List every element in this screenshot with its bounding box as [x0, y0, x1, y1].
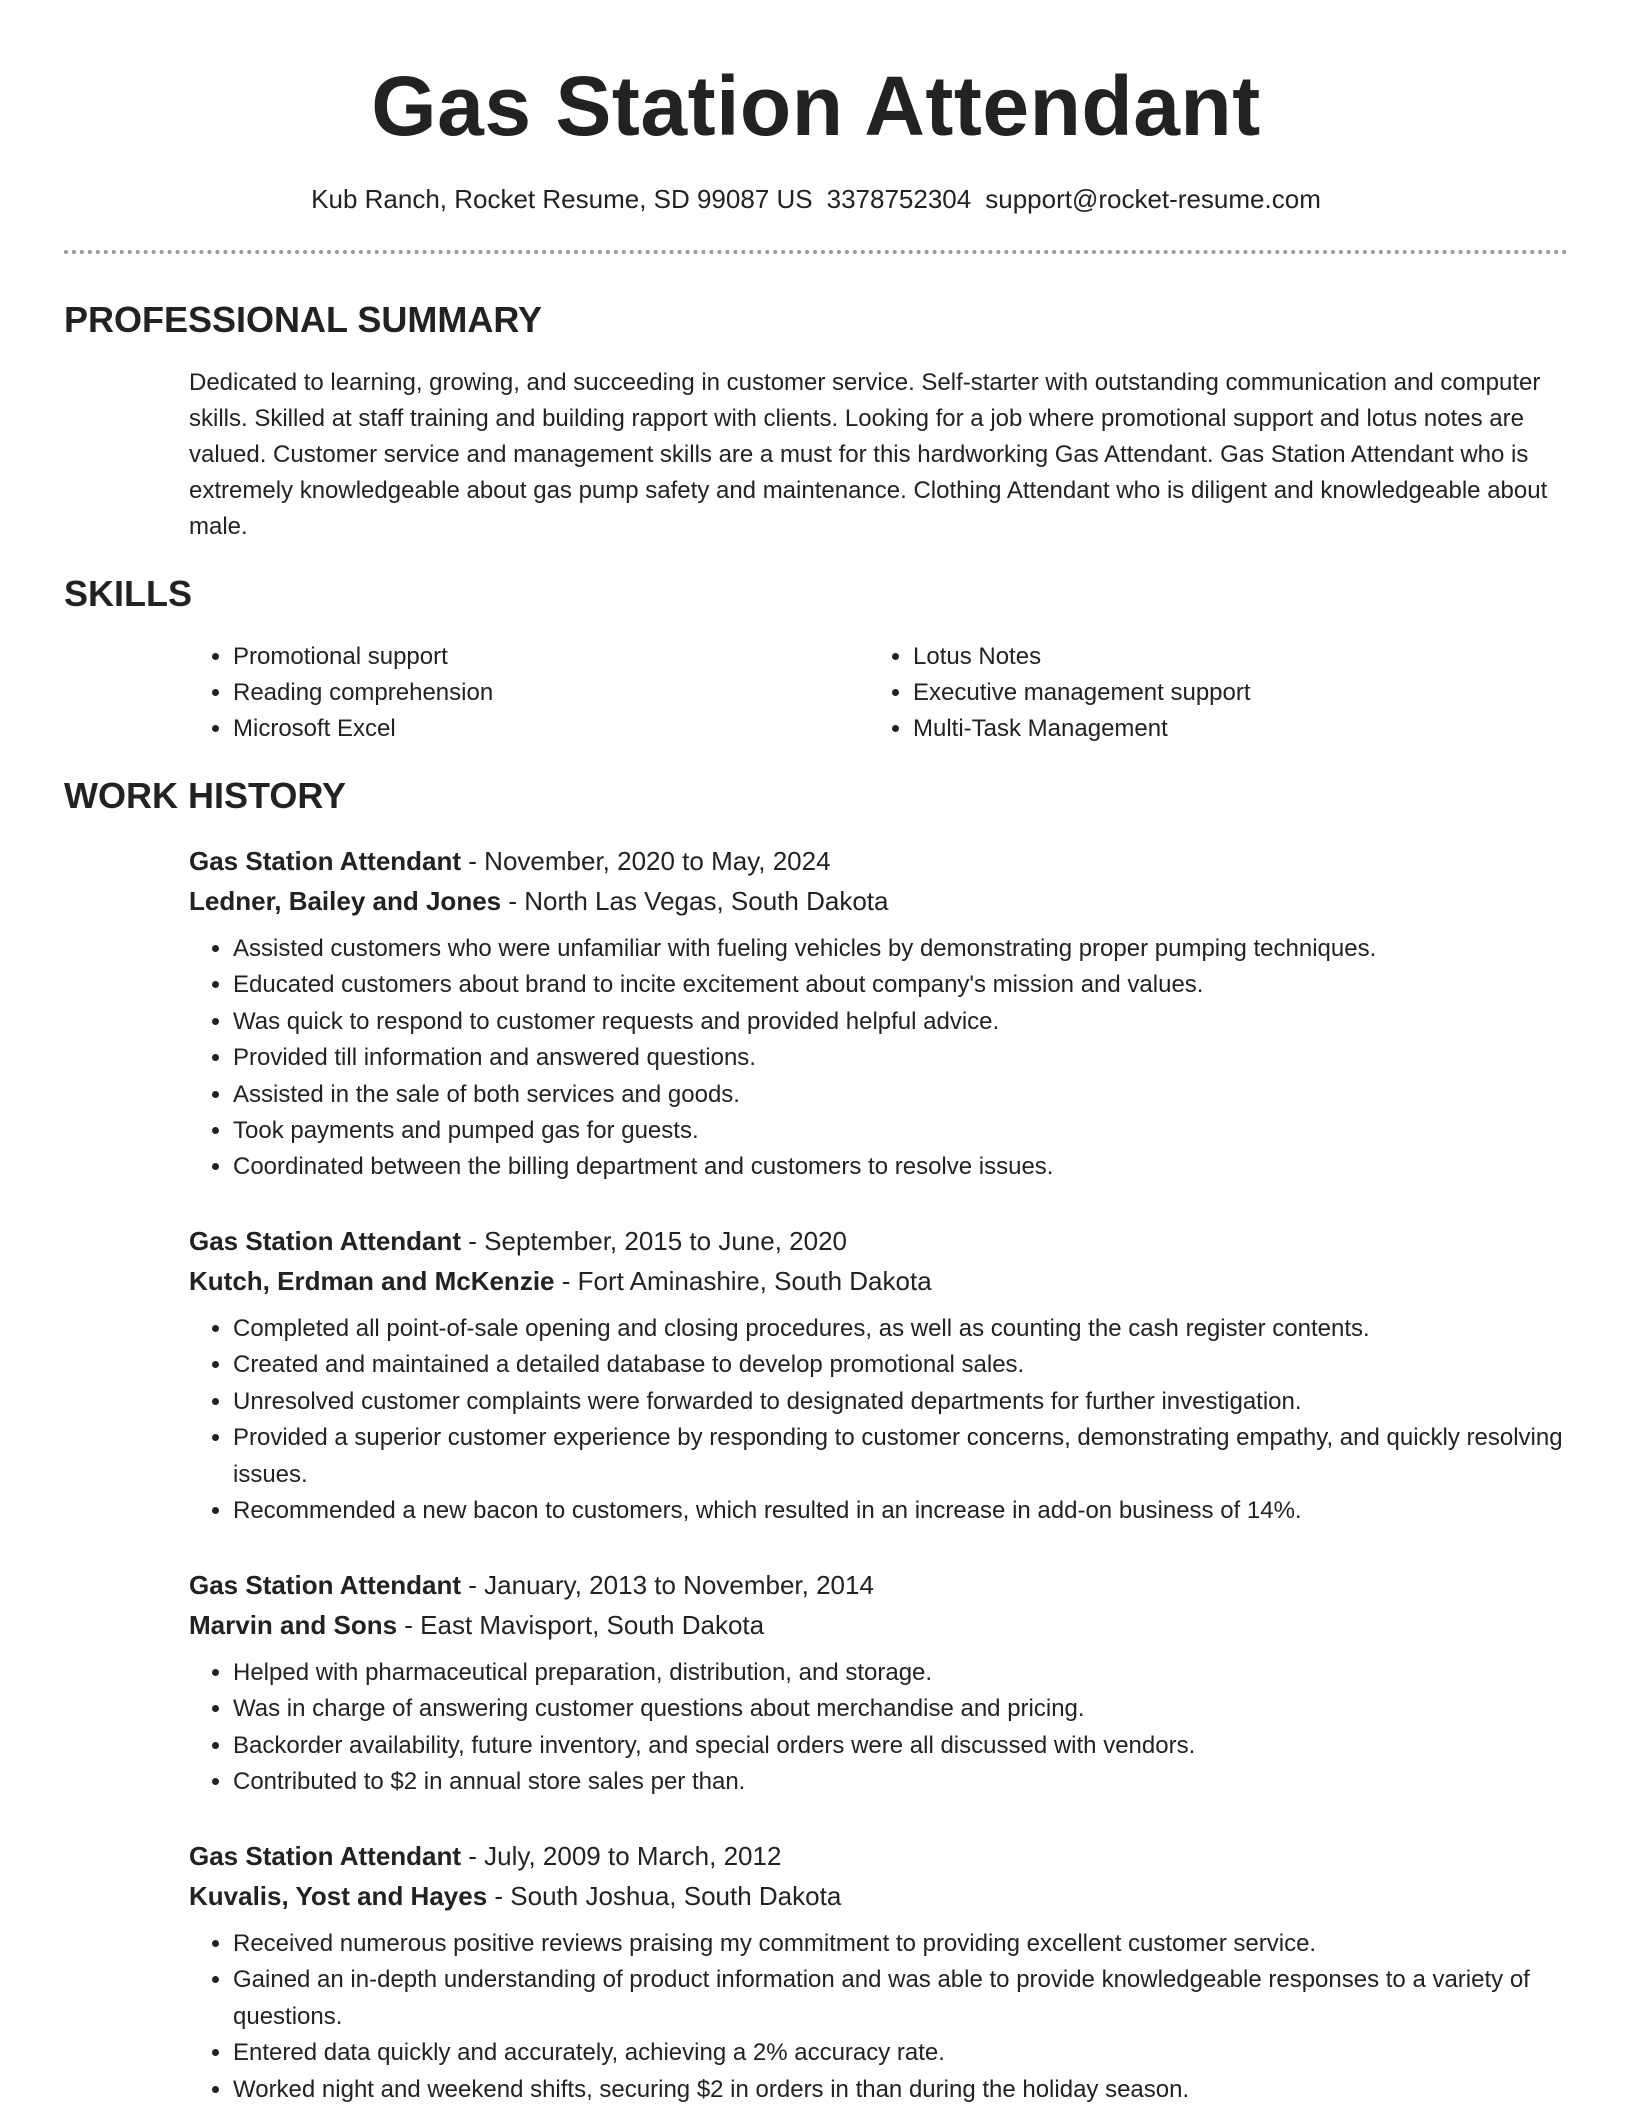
- job-bullets: [189, 931, 1569, 1186]
- skill-item: • Promotional support: [233, 639, 869, 675]
- job-title-line: [189, 1221, 1569, 1261]
- job-bullet: • Completed all point-of-sale opening and closing procedures, as well as counting the cash register contents.: [233, 1311, 1569, 1347]
- job-company-line: [189, 1261, 1569, 1301]
- job-bullet: • Took payments and pumped gas for guests.: [233, 1113, 1569, 1149]
- job-location: - South Joshua, South Dakota: [487, 1881, 842, 1911]
- job-company: Kutch, Erdman and McKenzie: [189, 1266, 555, 1296]
- skill-item: • Microsoft Excel: [233, 711, 869, 747]
- job-bullets: [189, 1655, 1569, 1801]
- job-bullet: • Created and maintained a detailed database to develop promotional sales.: [233, 1347, 1569, 1383]
- skills-column-left: [189, 639, 869, 747]
- job-company: Ledner, Bailey and Jones: [189, 886, 502, 916]
- job-location: - East Mavisport, South Dakota: [397, 1610, 765, 1640]
- job-bullet: • Educated customers about brand to incite excitement about company's mission and values.: [233, 967, 1569, 1003]
- job-role: Gas Station Attendant: [189, 1841, 462, 1871]
- contact-email: support@rocket-resume.com: [985, 184, 1321, 214]
- summary-heading: PROFESSIONAL SUMMARY: [64, 299, 543, 340]
- job-bullet: • Worked night and weekend shifts, securing $2 in orders in than during the holiday season.: [233, 2072, 1569, 2108]
- contact-address: Kub Ranch, Rocket Resume, SD 99087 US: [311, 184, 813, 214]
- skills-heading: SKILLS: [64, 573, 193, 614]
- job-dates: - July, 2009 to March, 2012: [461, 1841, 782, 1871]
- job-bullet: • Was in charge of answering customer questions about merchandise and pricing.: [233, 1691, 1569, 1727]
- job-bullet: • Provided a superior customer experience by responding to customer concerns, demonstrating empathy, and quickly resolving issues.: [233, 1420, 1569, 1493]
- job-bullet: • Unresolved customer complaints were forwarded to designated departments for further investigation.: [233, 1384, 1569, 1420]
- job-company-line: [189, 1876, 1569, 1916]
- job-bullet: • Entered data quickly and accurately, achieving a 2% accuracy rate.: [233, 2035, 1569, 2071]
- job-location: - Fort Aminashire, South Dakota: [554, 1266, 932, 1296]
- candidate-name: Gas Station Attendant: [371, 59, 1261, 153]
- job-bullet: • Received numerous positive reviews praising my commitment to providing excellent customer service.: [233, 1926, 1569, 1962]
- job-dates: - January, 2013 to November, 2014: [461, 1570, 874, 1600]
- job-location: - North Las Vegas, South Dakota: [501, 886, 889, 916]
- job-role: Gas Station Attendant: [189, 1226, 462, 1256]
- job-entry: [189, 841, 1569, 1186]
- job-company-line: [189, 1605, 1569, 1645]
- header-divider: [64, 250, 1568, 254]
- job-bullet: • Contributed to $2 in annual store sales per than.: [233, 1764, 1569, 1800]
- skill-item: • Multi-Task Management: [913, 711, 1549, 747]
- job-company-line: [189, 881, 1569, 921]
- job-dates: - September, 2015 to June, 2020: [461, 1226, 847, 1256]
- skill-item: • Reading comprehension: [233, 675, 869, 711]
- job-bullet: • Coordinated between the billing department and customers to resolve issues.: [233, 1149, 1569, 1185]
- job-company: Kuvalis, Yost and Hayes: [189, 1881, 488, 1911]
- contact-phone: 3378752304: [826, 184, 972, 214]
- job-bullets: [189, 1311, 1569, 1529]
- job-company: Marvin and Sons: [189, 1610, 398, 1640]
- job-dates: - November, 2020 to May, 2024: [461, 846, 831, 876]
- skills-column-right: [869, 639, 1549, 747]
- skills-list: [189, 639, 1569, 747]
- summary-text: Dedicated to learning, growing, and succeeding in customer service. Self-starter with outstanding communication and computer skills. Skilled at staff training and building rapport with clients. Looking for a job where promotional support and lotus notes are valued. Customer service and management skills are a must for this hardworking Gas Attendant. Gas Station Attendant who is extremely knowledgeable about gas pump safety and maintenance. Clothing Attendant who is diligent and knowledgeable about male.: [189, 369, 1548, 540]
- job-bullet: • Assisted in the sale of both services and goods.: [233, 1077, 1569, 1113]
- job-role: Gas Station Attendant: [189, 846, 462, 876]
- job-entry: [189, 1565, 1569, 1801]
- job-bullet: • Provided till information and answered questions.: [233, 1040, 1569, 1076]
- skill-item: • Executive management support: [913, 675, 1549, 711]
- job-bullets: [189, 1926, 1569, 2108]
- job-bullet: • Was quick to respond to customer requests and provided helpful advice.: [233, 1004, 1569, 1040]
- job-entry: [189, 1836, 1569, 2108]
- job-bullet: • Helped with pharmaceutical preparation, distribution, and storage.: [233, 1655, 1569, 1691]
- contact-info: [0, 182, 1632, 216]
- job-title-line: [189, 1836, 1569, 1876]
- job-title-line: [189, 841, 1569, 881]
- job-bullet: • Recommended a new bacon to customers, which resulted in an increase in add-on business of 14%.: [233, 1493, 1569, 1529]
- work-history-heading: WORK HISTORY: [64, 775, 347, 816]
- job-bullet: • Assisted customers who were unfamiliar with fueling vehicles by demonstrating proper pumping techniques.: [233, 931, 1569, 967]
- job-role: Gas Station Attendant: [189, 1570, 462, 1600]
- job-bullet: • Backorder availability, future inventory, and special orders were all discussed with vendors.: [233, 1728, 1569, 1764]
- job-bullet: • Gained an in-depth understanding of product information and was able to provide knowledgeable responses to a variety of questions.: [233, 1962, 1569, 2035]
- skill-item: • Lotus Notes: [913, 639, 1549, 675]
- job-title-line: [189, 1565, 1569, 1605]
- job-entry: [189, 1221, 1569, 1529]
